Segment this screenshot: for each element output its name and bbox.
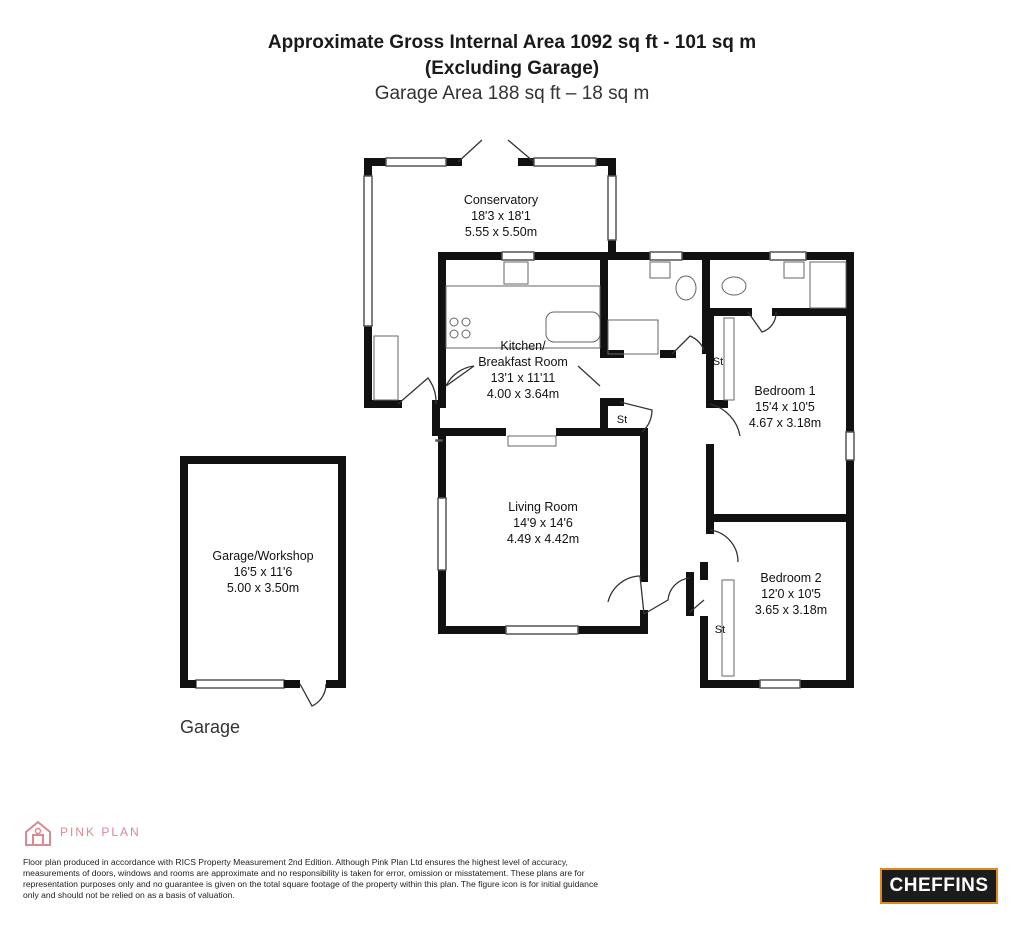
conservatory-imperial: 18'3 x 18'1: [471, 209, 531, 223]
bedroom1-imperial: 15'4 x 10'5: [755, 400, 815, 414]
kitchen-metric: 4.00 x 3.64m: [486, 387, 560, 401]
ensuite-basin: [784, 262, 804, 278]
door-conservatory: [398, 378, 436, 404]
fireplace: [508, 436, 556, 446]
living-bottom-right: [578, 614, 644, 630]
brand-name: PINK PLAN: [60, 825, 141, 839]
bedroom2-name: Bedroom 2: [760, 571, 822, 585]
pink-plan-logo-icon: [23, 819, 53, 847]
window-kitchen-hatch: [436, 440, 442, 441]
door-front: [644, 578, 690, 614]
bedroom2-imperial: 12'0 x 10'5: [761, 587, 821, 601]
area-title: Approximate Gross Internal Area 1092 sq ft - 101 sq m: [267, 32, 757, 53]
kitchen-wall-top: [436, 258, 442, 432]
kitchen-sink: [504, 262, 528, 284]
wardrobe-bed1: [724, 318, 734, 400]
bedroom1-name: Bedroom 1: [754, 384, 816, 398]
kitchen-island: [546, 312, 600, 342]
door-ensuite: [748, 312, 776, 332]
window-kitchen-top: [502, 252, 534, 260]
window-garage-bottom: [196, 680, 284, 688]
hob-2: [462, 318, 470, 326]
garage-name: Garage/Workshop: [212, 549, 314, 563]
store-label-bed1: St: [712, 356, 724, 368]
garage-caption: Garage: [180, 717, 241, 737]
window-bed1-right: [846, 432, 854, 460]
garage-area-title: Garage Area 188 sq ft – 18 sq m: [374, 83, 650, 104]
hob-1: [450, 318, 458, 326]
window-living-bottom: [506, 626, 578, 634]
disclaimer-text: Floor plan produced in accordance with RICS Property Measurement 2nd Edition. Although Pink Plan Ltd ensures the highest level of accuracy, measurements of doors, windows and rooms are approximate and no responsibility is taken for error, omission or misstatement. These plans are for representation purposes only and no guarantee is given on the total square footage of the property within this plan. The figure icon is for initial guidance only and should not be relied on as a basis of valuation.: [23, 857, 599, 900]
hob-3: [450, 330, 458, 338]
living-name: Living Room: [508, 500, 578, 514]
living-imperial: 14'9 x 14'6: [513, 516, 573, 530]
area-subtitle: (Excluding Garage): [424, 58, 600, 79]
shower-tray: [608, 320, 658, 354]
conservatory-name: Conservatory: [463, 193, 539, 207]
living-metric: 4.49 x 4.42m: [506, 532, 580, 546]
ensuite-shower: [810, 262, 846, 308]
window-conservatory-top-right: [534, 158, 596, 166]
house-bottom-right: [704, 620, 760, 684]
partition-kitchen-bath: [604, 262, 620, 354]
window-bed2-bottom: [760, 680, 800, 688]
bed1-left-mid: [710, 448, 850, 518]
bath-basin: [650, 262, 670, 278]
kitchen-imperial: 13'1 x 11'11: [490, 371, 556, 385]
door-kitchen-right: [578, 366, 600, 386]
window-ensuite-top: [770, 252, 806, 260]
conservatory-fitting: [374, 336, 398, 400]
garage-metric: 5.00 x 3.50m: [226, 581, 300, 595]
kitchen-name-line1: Kitchen/: [500, 339, 546, 353]
door-bath: [672, 336, 704, 354]
agent-logo: CHEFFINS: [880, 868, 998, 904]
store-label-bed2: St: [714, 624, 726, 636]
door-garage: [300, 684, 326, 706]
ensuite-toilet: [722, 277, 746, 295]
kitchen-name-line2: Breakfast Room: [478, 355, 568, 369]
store-label-hall: St: [616, 414, 628, 426]
window-conservatory-right: [608, 176, 616, 240]
conservatory-metric: 5.55 x 5.50m: [464, 225, 538, 239]
door-kitchen-left: [446, 366, 474, 386]
window-conservatory-top-left: [386, 158, 446, 166]
bedroom2-metric: 3.65 x 3.18m: [754, 603, 828, 617]
window-bath-top: [650, 252, 682, 260]
door-bed1: [710, 404, 740, 436]
hob-4: [462, 330, 470, 338]
window-living-left: [438, 498, 446, 570]
garage-imperial: 16'5 x 11'6: [233, 565, 293, 579]
door-living: [608, 576, 644, 614]
living-left-bottom: [442, 570, 506, 630]
conservatory-wall-top-right: [596, 162, 612, 176]
window-conservatory-left: [364, 176, 372, 326]
bedroom1-metric: 4.67 x 3.18m: [748, 416, 822, 430]
door-bed2: [710, 530, 738, 562]
bath-toilet: [676, 276, 696, 300]
